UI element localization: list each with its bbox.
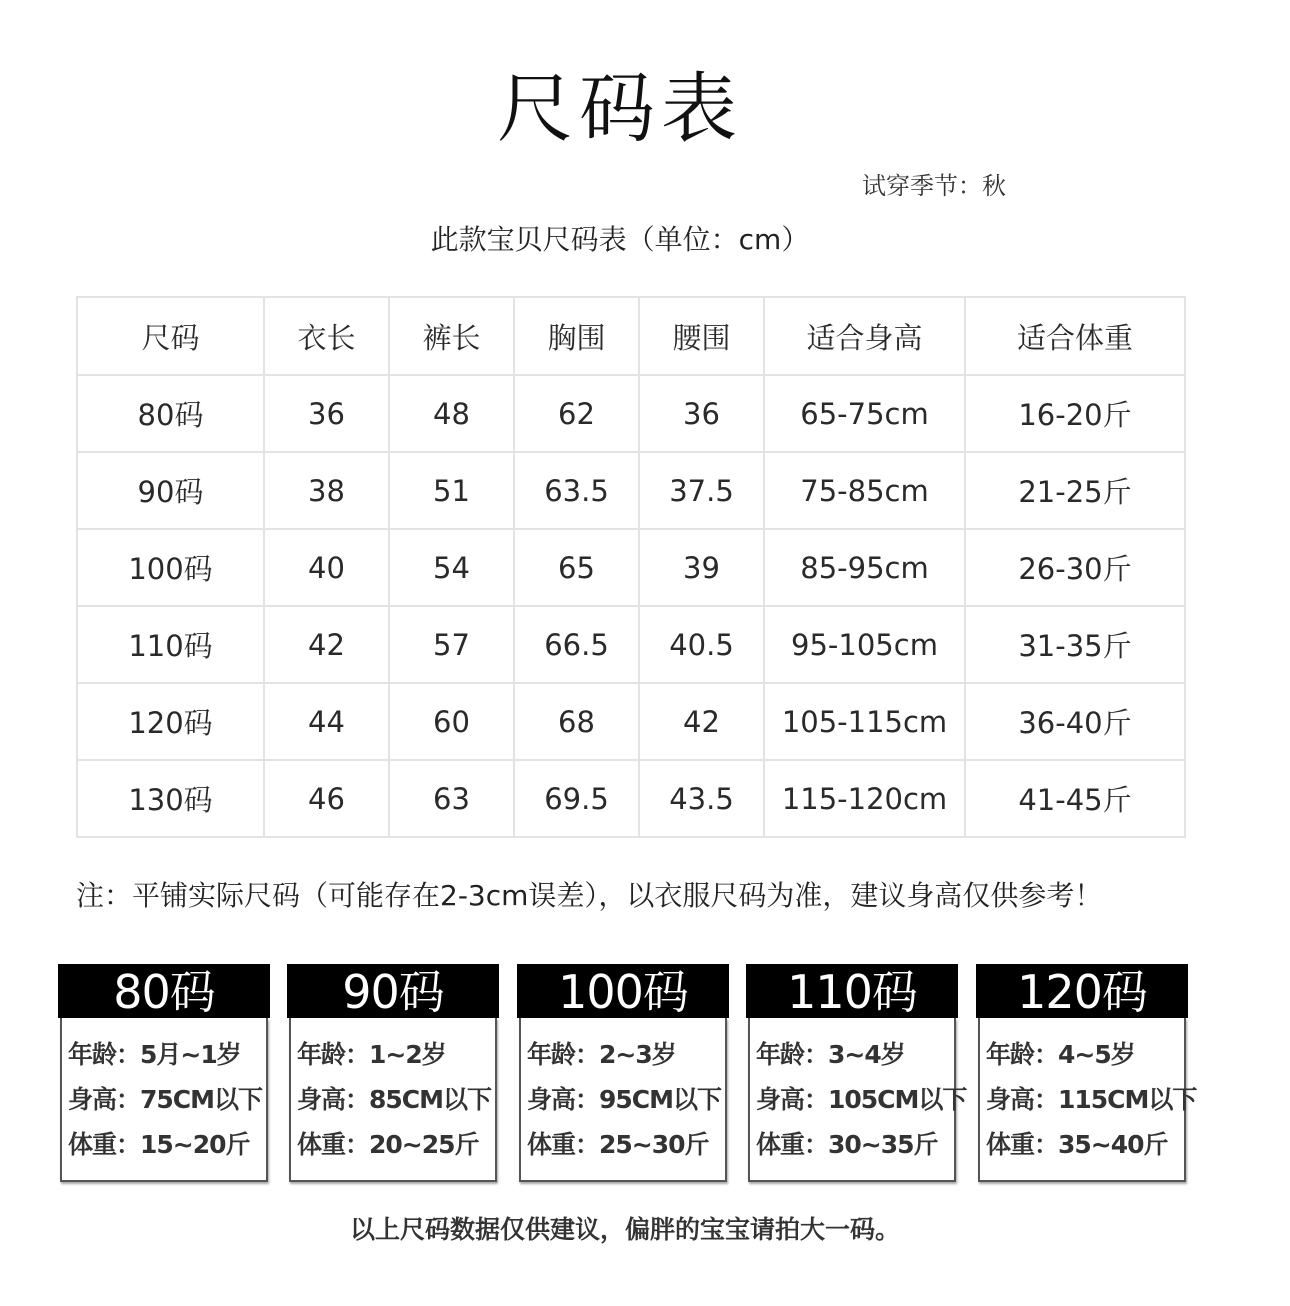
table-cell: 43.5 (639, 760, 764, 837)
size-card-weight: 体重：30~35斤 (756, 1130, 938, 1159)
size-card-height: 身高：75CM以下 (68, 1085, 263, 1114)
table-cell: 80码 (77, 375, 264, 452)
size-table (76, 296, 1186, 838)
table-cell: 42 (264, 606, 389, 683)
table-cell: 62 (514, 375, 639, 452)
header-chest: 胸围 (514, 297, 639, 375)
table-cell: 110码 (77, 606, 264, 683)
size-card-title: 100码 (517, 964, 729, 1018)
table-cell: 44 (264, 683, 389, 760)
table-cell: 69.5 (514, 760, 639, 837)
size-card-weight: 体重：20~25斤 (297, 1130, 479, 1159)
size-card-110 (746, 964, 967, 1182)
size-card-body (289, 1018, 497, 1182)
table-cell: 21-25斤 (965, 452, 1185, 529)
table-row (77, 375, 1185, 452)
table-cell: 46 (264, 760, 389, 837)
size-card-age: 年龄：5月~1岁 (68, 1040, 241, 1069)
header-pants-length: 裤长 (389, 297, 514, 375)
table-cell: 42 (639, 683, 764, 760)
table-cell: 40.5 (639, 606, 764, 683)
size-card-age: 年龄：3~4岁 (756, 1040, 905, 1069)
size-cards (58, 964, 1198, 1194)
table-cell: 63 (389, 760, 514, 837)
size-card-weight: 体重：25~30斤 (527, 1130, 709, 1159)
table-subtitle: 此款宝贝尺码表（单位：cm） (430, 223, 810, 256)
size-card-body (748, 1018, 967, 1182)
table-cell: 40 (264, 529, 389, 606)
size-card-title: 80码 (58, 964, 270, 1018)
page-title: 尺码表 (497, 64, 743, 153)
size-card-age: 年龄：1~2岁 (297, 1040, 446, 1069)
table-cell: 57 (389, 606, 514, 683)
table-cell: 68 (514, 683, 639, 760)
size-card-title: 90码 (287, 964, 499, 1018)
table-row (77, 452, 1185, 529)
size-card-height: 身高：85CM以下 (297, 1085, 492, 1114)
table-cell: 41-45斤 (965, 760, 1185, 837)
table-cell: 37.5 (639, 452, 764, 529)
table-cell: 105-115cm (764, 683, 965, 760)
season-label: 试穿季节：秋 (862, 172, 1006, 200)
size-card-80 (58, 964, 270, 1182)
size-card-height: 身高：105CM以下 (756, 1085, 967, 1114)
table-cell: 26-30斤 (965, 529, 1185, 606)
table-cell: 66.5 (514, 606, 639, 683)
table-cell: 36 (264, 375, 389, 452)
size-card-title: 120码 (976, 964, 1188, 1018)
table-cell: 36 (639, 375, 764, 452)
table-row (77, 606, 1185, 683)
header-top-length: 衣长 (264, 297, 389, 375)
table-cell: 100码 (77, 529, 264, 606)
size-card-body (519, 1018, 727, 1182)
size-card-body (978, 1018, 1197, 1182)
table-cell: 36-40斤 (965, 683, 1185, 760)
table-cell: 130码 (77, 760, 264, 837)
table-cell: 85-95cm (764, 529, 965, 606)
size-card-age: 年龄：4~5岁 (986, 1040, 1135, 1069)
size-card-height: 身高：115CM以下 (986, 1085, 1197, 1114)
table-cell: 95-105cm (764, 606, 965, 683)
table-cell: 54 (389, 529, 514, 606)
table-cell: 38 (264, 452, 389, 529)
table-header-row (77, 297, 1185, 375)
table-cell: 65-75cm (764, 375, 965, 452)
header-height: 适合身高 (764, 297, 965, 375)
size-card-title: 110码 (746, 964, 958, 1018)
table-cell: 60 (389, 683, 514, 760)
table-row (77, 683, 1185, 760)
table-cell: 120码 (77, 683, 264, 760)
size-card-100 (517, 964, 729, 1182)
table-cell: 63.5 (514, 452, 639, 529)
footer-note: 以上尺码数据仅供建议，偏胖的宝宝请拍大一码。 (349, 1215, 900, 1244)
size-card-weight: 体重：35~40斤 (986, 1130, 1168, 1159)
header-weight: 适合体重 (965, 297, 1185, 375)
table-cell: 90码 (77, 452, 264, 529)
size-card-age: 年龄：2~3岁 (527, 1040, 676, 1069)
size-card-height: 身高：95CM以下 (527, 1085, 722, 1114)
size-card-90 (287, 964, 499, 1182)
table-cell: 51 (389, 452, 514, 529)
table-cell: 115-120cm (764, 760, 965, 837)
table-cell: 65 (514, 529, 639, 606)
size-card-body (60, 1018, 268, 1182)
table-cell: 16-20斤 (965, 375, 1185, 452)
table-cell: 75-85cm (764, 452, 965, 529)
table-cell: 48 (389, 375, 514, 452)
table-cell: 31-35斤 (965, 606, 1185, 683)
header-waist: 腰围 (639, 297, 764, 375)
table-cell: 39 (639, 529, 764, 606)
size-card-120 (976, 964, 1197, 1182)
size-card-weight: 体重：15~20斤 (68, 1130, 250, 1159)
measurement-note: 注：平铺实际尺码（可能存在2-3cm误差），以衣服尺码为准，建议身高仅供参考！ (76, 879, 1103, 912)
table-row (77, 529, 1185, 606)
table-row (77, 760, 1185, 837)
header-size: 尺码 (77, 297, 264, 375)
